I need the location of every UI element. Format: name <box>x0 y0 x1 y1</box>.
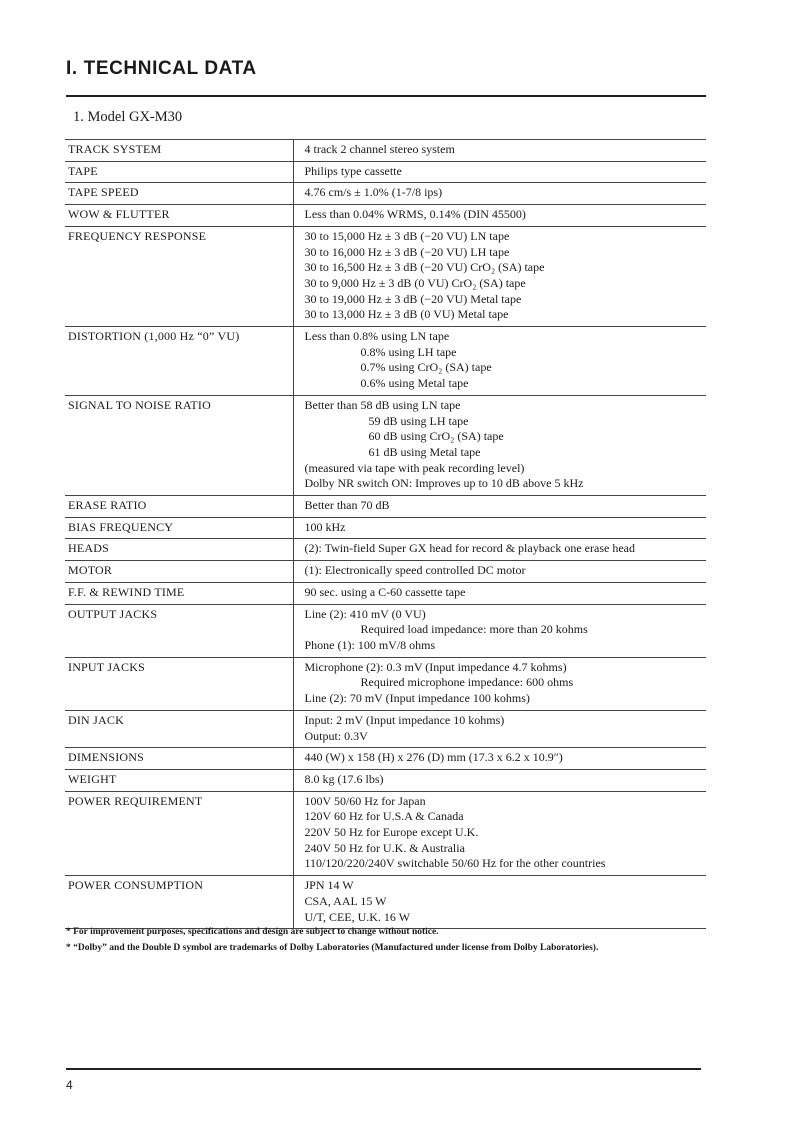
spec-row-distortion <box>65 327 706 396</box>
spec-row-heads <box>65 539 706 561</box>
spec-value <box>293 582 706 604</box>
spec-line: 60 dB using CrO₂ (SA) tape <box>368 429 504 444</box>
spec-row-tape <box>65 161 706 183</box>
spec-label: OUTPUT JACKS <box>65 604 293 657</box>
spec-line: 4.76 cm/s ± 1.0% (1-7/8 ips) <box>304 185 443 200</box>
spec-line: 30 to 9,000 Hz ± 3 dB (0 VU) CrO₂ (SA) tape <box>304 275 526 290</box>
spec-table <box>65 139 706 929</box>
spec-value <box>293 395 706 495</box>
spec-line: Better than 70 dB <box>304 498 390 513</box>
spec-value <box>293 140 706 162</box>
spec-line: 59 dB using LH tape <box>368 413 469 428</box>
spec-line: 30 to 19,000 Hz ± 3 dB (−20 VU) Metal tape <box>304 291 522 306</box>
spec-label: TRACK SYSTEM <box>65 140 293 162</box>
spec-row-tape-speed <box>65 183 706 205</box>
spec-row-motor <box>65 561 706 583</box>
spec-row-power-consumption <box>65 876 706 929</box>
spec-label: ERASE RATIO <box>65 496 293 518</box>
spec-row-output-jacks <box>65 604 706 657</box>
spec-label: INPUT JACKS <box>65 657 293 710</box>
spec-line: 100 kHz <box>304 519 346 534</box>
spec-line: 240V 50 Hz for U.K. & Australia <box>304 840 465 855</box>
spec-line: Line (2): 70 mV (Input impedance 100 kohms) <box>304 691 530 706</box>
spec-row-weight <box>65 769 706 791</box>
spec-row-power-requirement <box>65 791 706 876</box>
spec-line: Required load impedance: more than 20 kohms <box>360 622 588 637</box>
spec-value <box>293 604 706 657</box>
bottom-rule <box>66 1068 701 1070</box>
spec-line: 110/120/220/240V switchable 50/60 Hz for the other countries <box>304 856 606 871</box>
spec-value <box>293 226 706 326</box>
spec-value <box>293 161 706 183</box>
spec-line: Less than 0.04% WRMS, 0.14% (DIN 45500) <box>304 207 526 222</box>
spec-line: 100V 50/60 Hz for Japan <box>304 793 426 808</box>
footnote: * For improvement purposes, specifications and design are subject to change without notice. <box>66 927 439 937</box>
spec-line: CSA, AAL 15 W <box>304 893 387 908</box>
spec-label: WOW & FLUTTER <box>65 205 293 227</box>
spec-label: TAPE SPEED <box>65 183 293 205</box>
spec-label: TAPE <box>65 161 293 183</box>
spec-label: FREQUENCY RESPONSE <box>65 226 293 326</box>
spec-line: 90 sec. using a C-60 cassette tape <box>304 584 466 599</box>
spec-line: 4 track 2 channel stereo system <box>304 142 455 156</box>
spec-row-erase-ratio <box>65 496 706 518</box>
spec-line: 30 to 13,000 Hz ± 3 dB (0 VU) Metal tape <box>304 307 509 322</box>
spec-line: 0.8% using LH tape <box>360 344 457 359</box>
spec-line: Less than 0.8% using LN tape <box>304 329 450 344</box>
spec-label: SIGNAL TO NOISE RATIO <box>65 395 293 495</box>
spec-label: DIMENSIONS <box>65 748 293 770</box>
spec-row-ff-rewind-time <box>65 582 706 604</box>
spec-line: Phone (1): 100 mV/8 ohms <box>304 637 436 652</box>
spec-line: Better than 58 dB using LN tape <box>304 397 461 412</box>
spec-line: Input: 2 mV (Input impedance 10 kohms) <box>304 712 505 727</box>
spec-line: 440 (W) x 158 (H) x 276 (D) mm (17.3 x 6.2 x 10.9″) <box>304 750 563 765</box>
spec-value <box>293 876 706 929</box>
model-heading: 1. Model GX-M30 <box>73 109 183 125</box>
spec-line: 61 dB using Metal tape <box>368 444 481 459</box>
title-rule <box>66 95 706 97</box>
spec-line: 220V 50 Hz for Europe except U.K. <box>304 825 479 840</box>
spec-value <box>293 517 706 539</box>
spec-row-bias-frequency <box>65 517 706 539</box>
spec-value <box>293 561 706 583</box>
spec-value <box>293 657 706 710</box>
spec-line: 8.0 kg (17.6 lbs) <box>304 771 384 786</box>
spec-row-track-system <box>65 140 706 162</box>
spec-line: Philips type cassette <box>304 163 402 178</box>
spec-value <box>293 539 706 561</box>
spec-label: F.F. & REWIND TIME <box>65 582 293 604</box>
spec-line: U/T, CEE, U.K. 16 W <box>304 909 411 924</box>
spec-value <box>293 710 706 747</box>
spec-line: 120V 60 Hz for U.S.A & Canada <box>304 809 464 824</box>
spec-line: Dolby NR switch ON: Improves up to 10 dB above 5 kHz <box>304 476 584 491</box>
spec-line: Output: 0.3V <box>304 728 368 743</box>
spec-line: 0.6% using Metal tape <box>360 376 469 391</box>
spec-line: 30 to 16,500 Hz ± 3 dB (−20 VU) CrO₂ (SA) tape <box>304 260 545 275</box>
spec-line: (measured via tape with peak recording level) <box>304 460 525 475</box>
spec-label: BIAS FREQUENCY <box>65 517 293 539</box>
spec-row-dimensions <box>65 748 706 770</box>
spec-label: MOTOR <box>65 561 293 583</box>
page-number: 4 <box>66 1078 73 1092</box>
spec-row-input-jacks <box>65 657 706 710</box>
spec-value <box>293 791 706 876</box>
spec-row-frequency-response <box>65 226 706 326</box>
spec-label: POWER REQUIREMENT <box>65 791 293 876</box>
spec-value <box>293 327 706 396</box>
spec-line: Line (2): 410 mV (0 VU) <box>304 606 426 621</box>
spec-line: Microphone (2): 0.3 mV (Input impedance 4.7 kohms) <box>304 659 567 674</box>
spec-value <box>293 183 706 205</box>
footnote: * “Dolby” and the Double D symbol are trademarks of Dolby Laboratories (Manufactured under license from Dolby Laboratories). <box>66 943 599 953</box>
spec-label: POWER CONSUMPTION <box>65 876 293 929</box>
spec-value <box>293 496 706 518</box>
spec-row-wow-flutter <box>65 205 706 227</box>
section-title: I. TECHNICAL DATA <box>66 58 257 79</box>
spec-value <box>293 769 706 791</box>
spec-line: 0.7% using CrO₂ (SA) tape <box>360 360 492 375</box>
spec-line: (2): Twin-field Super GX head for record & playback one erase head <box>304 541 635 556</box>
spec-line: 30 to 16,000 Hz ± 3 dB (−20 VU) LH tape <box>304 244 510 259</box>
spec-label: DISTORTION (1,000 Hz “0” VU) <box>65 327 293 396</box>
spec-label: HEADS <box>65 539 293 561</box>
spec-row-din-jack <box>65 710 706 747</box>
spec-line: (1): Electronically speed controlled DC motor <box>304 563 526 578</box>
spec-label: DIN JACK <box>65 710 293 747</box>
spec-value <box>293 205 706 227</box>
spec-value <box>293 748 706 770</box>
spec-row-signal-to-noise <box>65 395 706 495</box>
spec-label: WEIGHT <box>65 769 293 791</box>
spec-line: JPN 14 W <box>304 878 354 893</box>
footnotes <box>66 924 706 956</box>
spec-line: 30 to 15,000 Hz ± 3 dB (−20 VU) LN tape <box>304 228 510 243</box>
spec-line: Required microphone impedance: 600 ohms <box>360 675 574 690</box>
